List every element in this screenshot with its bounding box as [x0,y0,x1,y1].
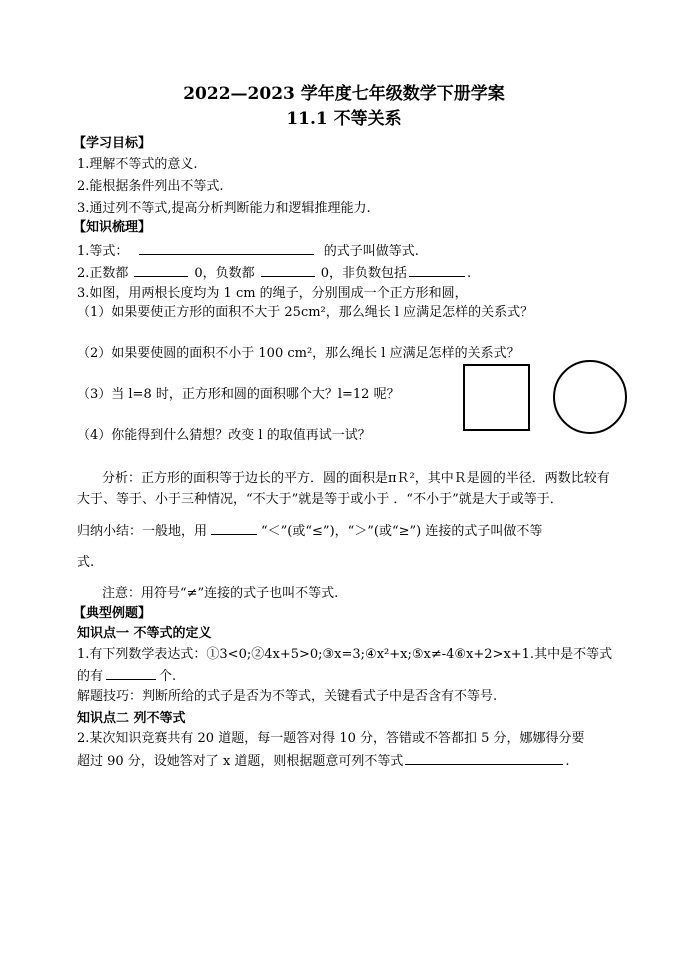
summary-line-1 [77,522,542,540]
summary-prefix: 归纳小结：一般地，用 [77,524,208,539]
knowledge-q1-prefix: 1.等式： [77,244,129,259]
circle-figure [553,360,627,434]
analysis-line-2: 大于、等于、小于三种情况，“不大于”就是等于或小于 ．“不小于”就是大于或等于． [77,492,563,507]
knowledge-sub-4: （4）你能得到什么猜想？改变 l 的取值再试一试？ [77,428,371,443]
goal-item-2: 2.能根据条件列出不等式. [77,179,224,194]
knowledge-sub-3: （3）当 l=8 时，正方形和圆的面积哪个大？l=12 呢？ [77,387,400,402]
answer-blank[interactable] [409,264,465,277]
knowledge-q2-part-b: 0，负数都 [194,266,255,281]
knowledge-sub-1: （1）如果要使正方形的面积不大于 25cm²，那么绳长 l 应满足怎样的关系式？ [77,305,534,320]
example-2-line-2 [77,752,570,770]
example-2-prefix: 超过 90 分，设她答对了 x 道题，则根据题意可列不等式 [77,754,404,769]
page-title: 2022—2023 学年度七年级数学下册学案 [183,84,505,104]
knowledge-q2-part-c: 0，非负数包括 [320,266,407,281]
knowledge-q2 [77,264,471,282]
example-2-suffix: . [565,754,570,769]
summary-suffix: “＜”(或“≤”)，“＞”(或“≥”) 连接的式子叫做不等 [261,524,543,539]
example-2-line-1: 2.某次知识竞赛共有 20 道题，每一题答对得 10 分，答错或不答都扣 5 分，娜娜得分要 [77,731,585,746]
knowledge-q1 [77,242,419,260]
answer-blank[interactable] [134,264,188,277]
goal-item-3: 3.通过列不等式,提高分析判断能力和逻辑推理能力. [77,201,371,216]
examples-heading: 【典型例题】 [73,606,152,621]
goal-item-1: 1.理解不等式的意义. [77,157,198,172]
answer-blank[interactable] [211,522,257,535]
example-1-suffix: 个. [159,669,177,684]
answer-blank[interactable] [405,752,563,765]
lesson-title: 11.1 不等关系 [286,109,402,129]
solving-tip: 解题技巧：判断所给的式子是否为不等式，关键看式子中是否含有不等号. [77,689,498,704]
example-1-line-1: 1.有下列数学表达式：①3<0;②4x+5>0;③x=3;④x²+x;⑤x≠-4⑥x+2>x+1.其中是不等式 [77,647,613,662]
goals-heading: 【学习目标】 [73,136,152,151]
square-figure [463,364,530,431]
summary-line-2: 式. [77,555,95,570]
knowledge-heading: 【知识梳理】 [73,220,152,235]
answer-blank[interactable] [106,667,156,680]
knowledge-q3: 3.如图，用两根长度均为 1 cm 的绳子，分别围成一个正方形和圆， [77,286,468,301]
knowledge-sub-2: （2）如果要使圆的面积不小于 100 cm²，那么绳长 l 应满足怎样的关系式？ [77,346,520,361]
knowledge-q2-part-a: 2.正数都 [77,266,129,281]
knowledge-point-1: 知识点一 不等式的定义 [77,626,212,641]
answer-blank[interactable] [139,242,314,255]
answer-blank[interactable] [261,264,315,277]
example-1-prefix: 的有 [77,669,104,684]
knowledge-q1-suffix: 的式子叫做等式. [323,244,419,259]
knowledge-point-2: 知识点二 列不等式 [77,711,186,726]
analysis-line-1: 分析：正方形的面积等于边长的平方．圆的面积是πＲ²，其中Ｒ是圆的半径．两数比较有 [102,471,610,486]
example-1-line-2 [77,667,176,685]
note-line: 注意：用符号“≠”连接的式子也叫不等式. [102,586,339,601]
knowledge-q2-part-d: . [466,266,472,281]
